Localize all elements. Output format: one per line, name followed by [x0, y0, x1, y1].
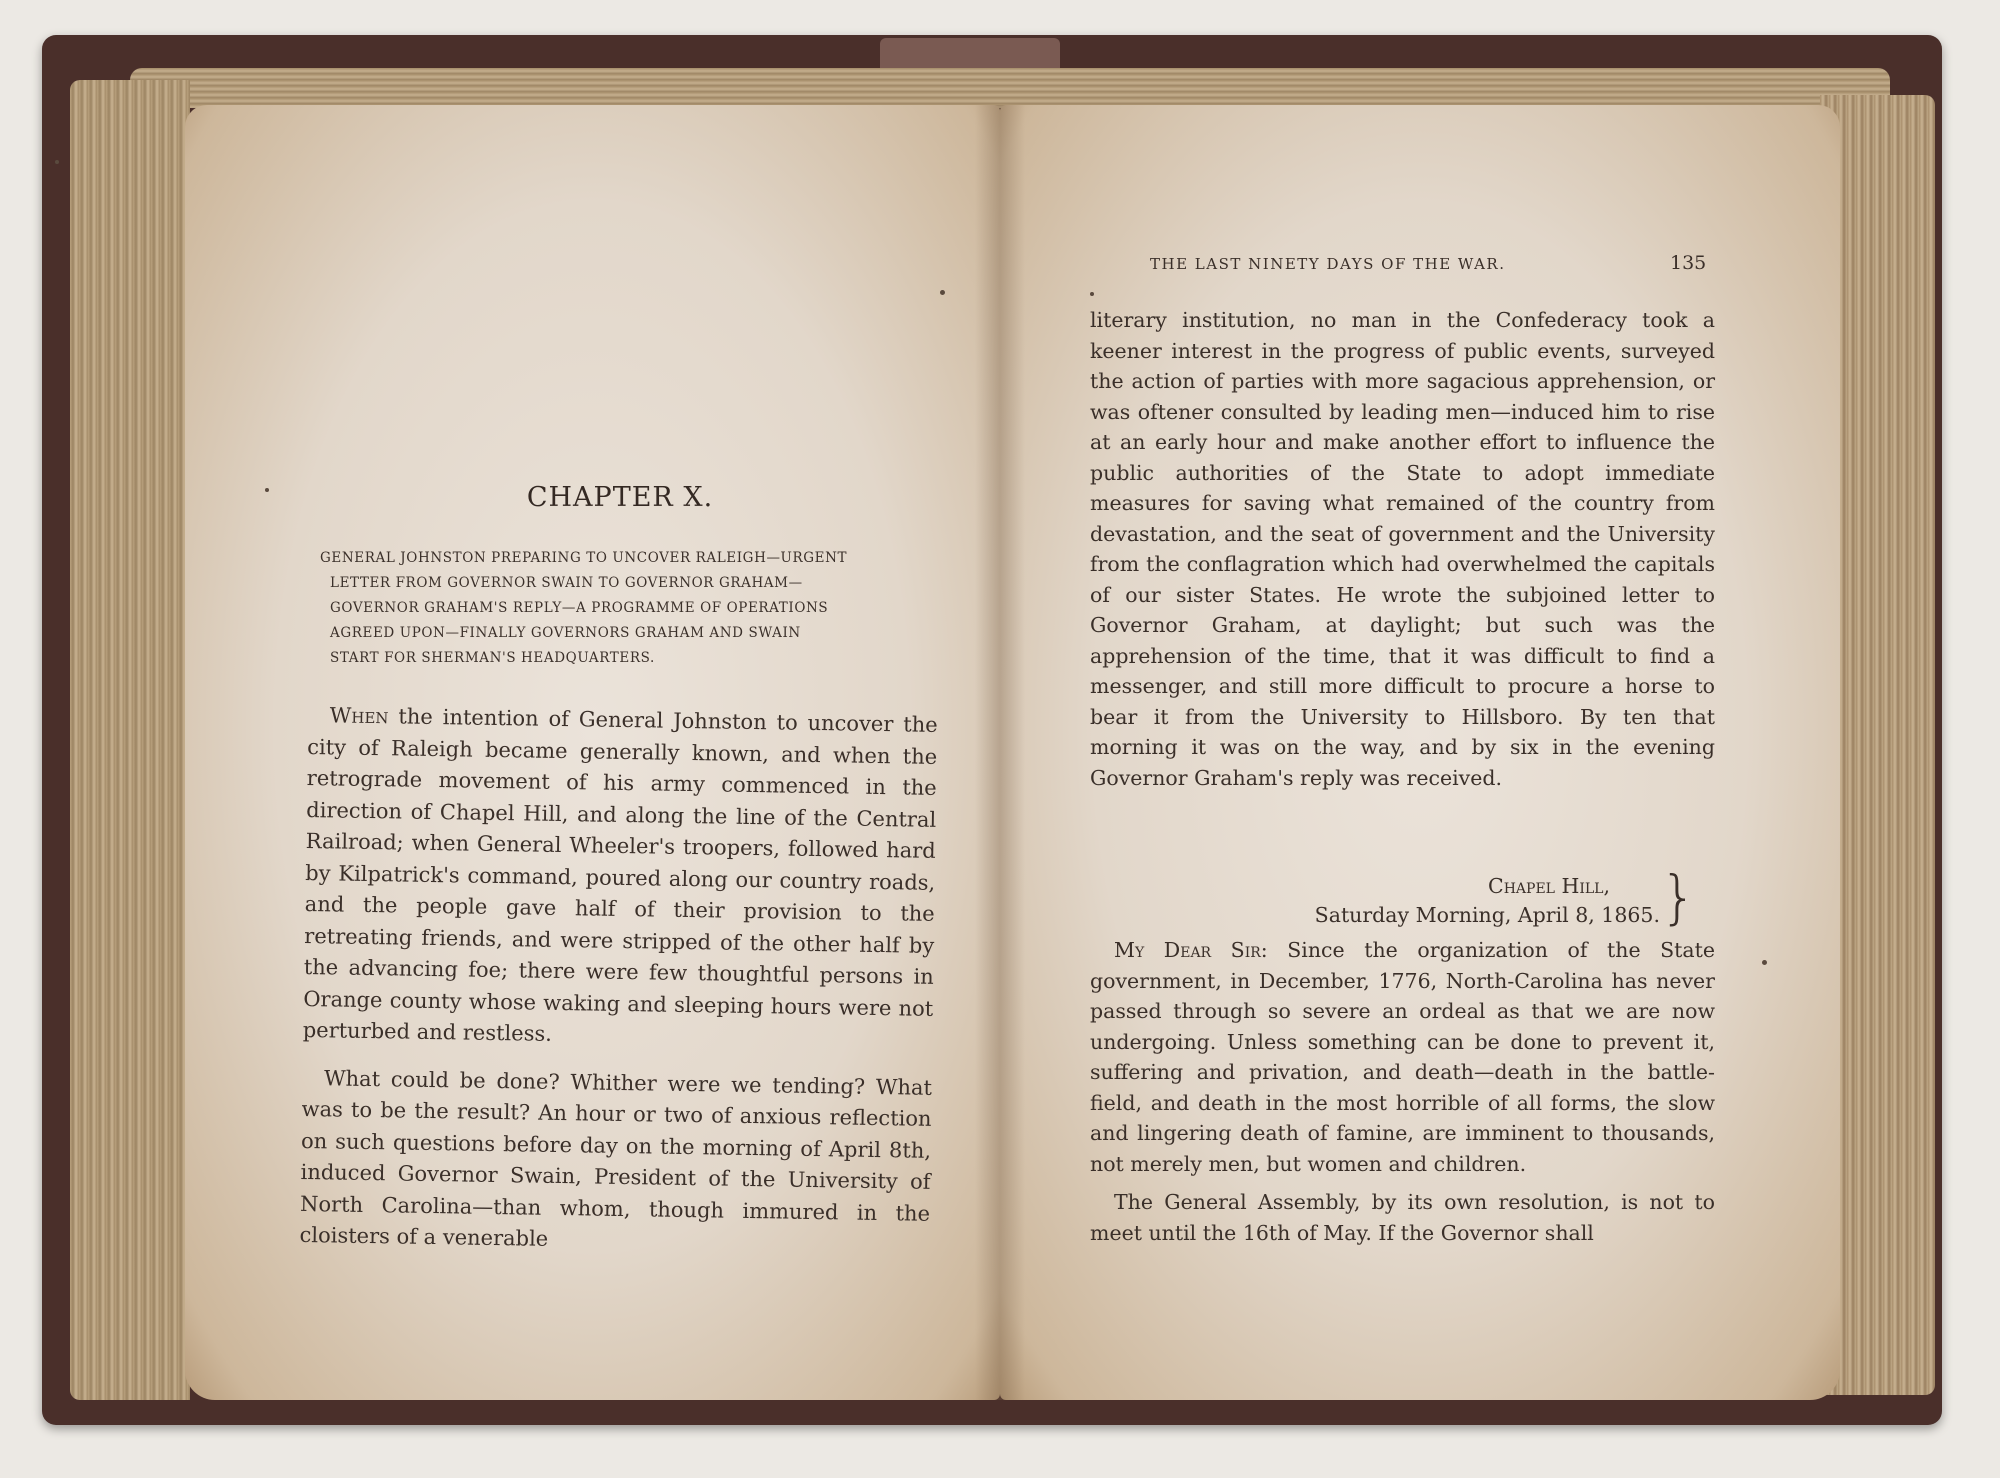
running-head: THE LAST NINETY DAYS OF THE WAR.	[1150, 255, 1506, 273]
paper-speck	[940, 290, 945, 295]
dateline-place: Chapel Hill,	[1488, 874, 1610, 898]
paper-speck	[55, 160, 59, 164]
page-edges-left	[70, 80, 190, 1400]
book-gutter	[975, 105, 1025, 1400]
paper-speck	[1762, 960, 1767, 965]
left-page-body	[299, 700, 938, 1277]
paper-speck	[265, 488, 269, 492]
dateline-date: Saturday Morning, April 8, 1865.	[1314, 903, 1660, 927]
salutation: My Dear Sir	[1114, 938, 1261, 962]
letter-paragraph	[1090, 935, 1715, 1179]
letter-paragraph: The General Assembly, by its own resolution, is not to meet until the 16th of May. If the Governor shall	[1090, 1190, 1715, 1245]
right-page-body	[1090, 305, 1715, 793]
body-paragraph: literary institution, no man in the Confederacy took a keener interest in the progress of public events, surveyed the action of parties with more sagacious apprehension, or was oftener consulted by leading men—induced him to rise at an early hour and make another effort to influence the public authorities of the State to adopt immediate measures for saving what remained of the country from devastation, and the seat of government and the University from the conflagration which had overwhelmed the capitals of our sister States. He wrote the subjoined letter to Governor Graham, at daylight; but such was the apprehension of the time, that it was difficult to find a messenger, and still more difficult to procure a horse to bear it from the University to Hillsboro. By ten that morning it was on the way, and by six in the evening Governor Graham's reply was received.	[1090, 308, 1715, 790]
synopsis-line: GENERAL JOHNSTON PREPARING TO UNCOVER RALEIGH—URGENT	[320, 550, 848, 566]
letter-dateline	[1180, 872, 1660, 930]
synopsis-line: GOVERNOR GRAHAM'S REPLY—A PROGRAMME OF OPERATIONS	[330, 600, 829, 616]
paper-speck	[1090, 292, 1094, 296]
synopsis-line: LETTER FROM GOVERNOR SWAIN TO GOVERNOR GRAHAM—	[330, 575, 803, 591]
paragraph-text: : Since the organization of the State government, in December, 1776, North-Carolina has never passed through so severe an ordeal as that we are now undergoing. Unless something can be done to prevent it, suffering and privation, and death—death in the battle-field, and death in the most horrible of all forms, the slow and lingering death of famine, are imminent to thousands, not merely men, but women and children.	[1090, 938, 1716, 1176]
chapter-synopsis	[320, 546, 940, 671]
chapter-title: CHAPTER X.	[526, 482, 714, 513]
synopsis-line: START FOR SHERMAN'S HEADQUARTERS.	[330, 650, 655, 666]
brace-glyph: }	[1660, 863, 1697, 931]
synopsis-line: AGREED UPON—FINALLY GOVERNORS GRAHAM AND SWAIN	[330, 625, 801, 641]
page-edges-top	[130, 68, 1890, 108]
body-paragraph: What could be done? Whither were we tending? What was to be the result? An hour or two of anxious reflection on such questions before day on the morning of April 8th, induced Governor Swain, President of the University of North Carolina—than whom, though immured in the cloisters of a venerable	[299, 1065, 933, 1251]
body-paragraph	[303, 700, 938, 1056]
paragraph-text: the intention of General Johnston to uncover the city of Raleigh became generally known, and when the retrograde movement of his army commenced in the direction of Chapel Hill, and along the line of the Central Railroad; when General Wheeler's troopers, followed hard by Kilpatrick's command, poured along our country roads, and the people gave half of their provision to the retreating friends, and were stripped of the other half by the advancing foe; there were few thoughtful persons in Orange county whose waking and sleeping hours were not perturbed and restless.	[302, 704, 938, 1046]
page-number: 135	[1670, 252, 1707, 274]
drop-word: When	[329, 703, 389, 729]
letter-body	[1090, 935, 1715, 1256]
